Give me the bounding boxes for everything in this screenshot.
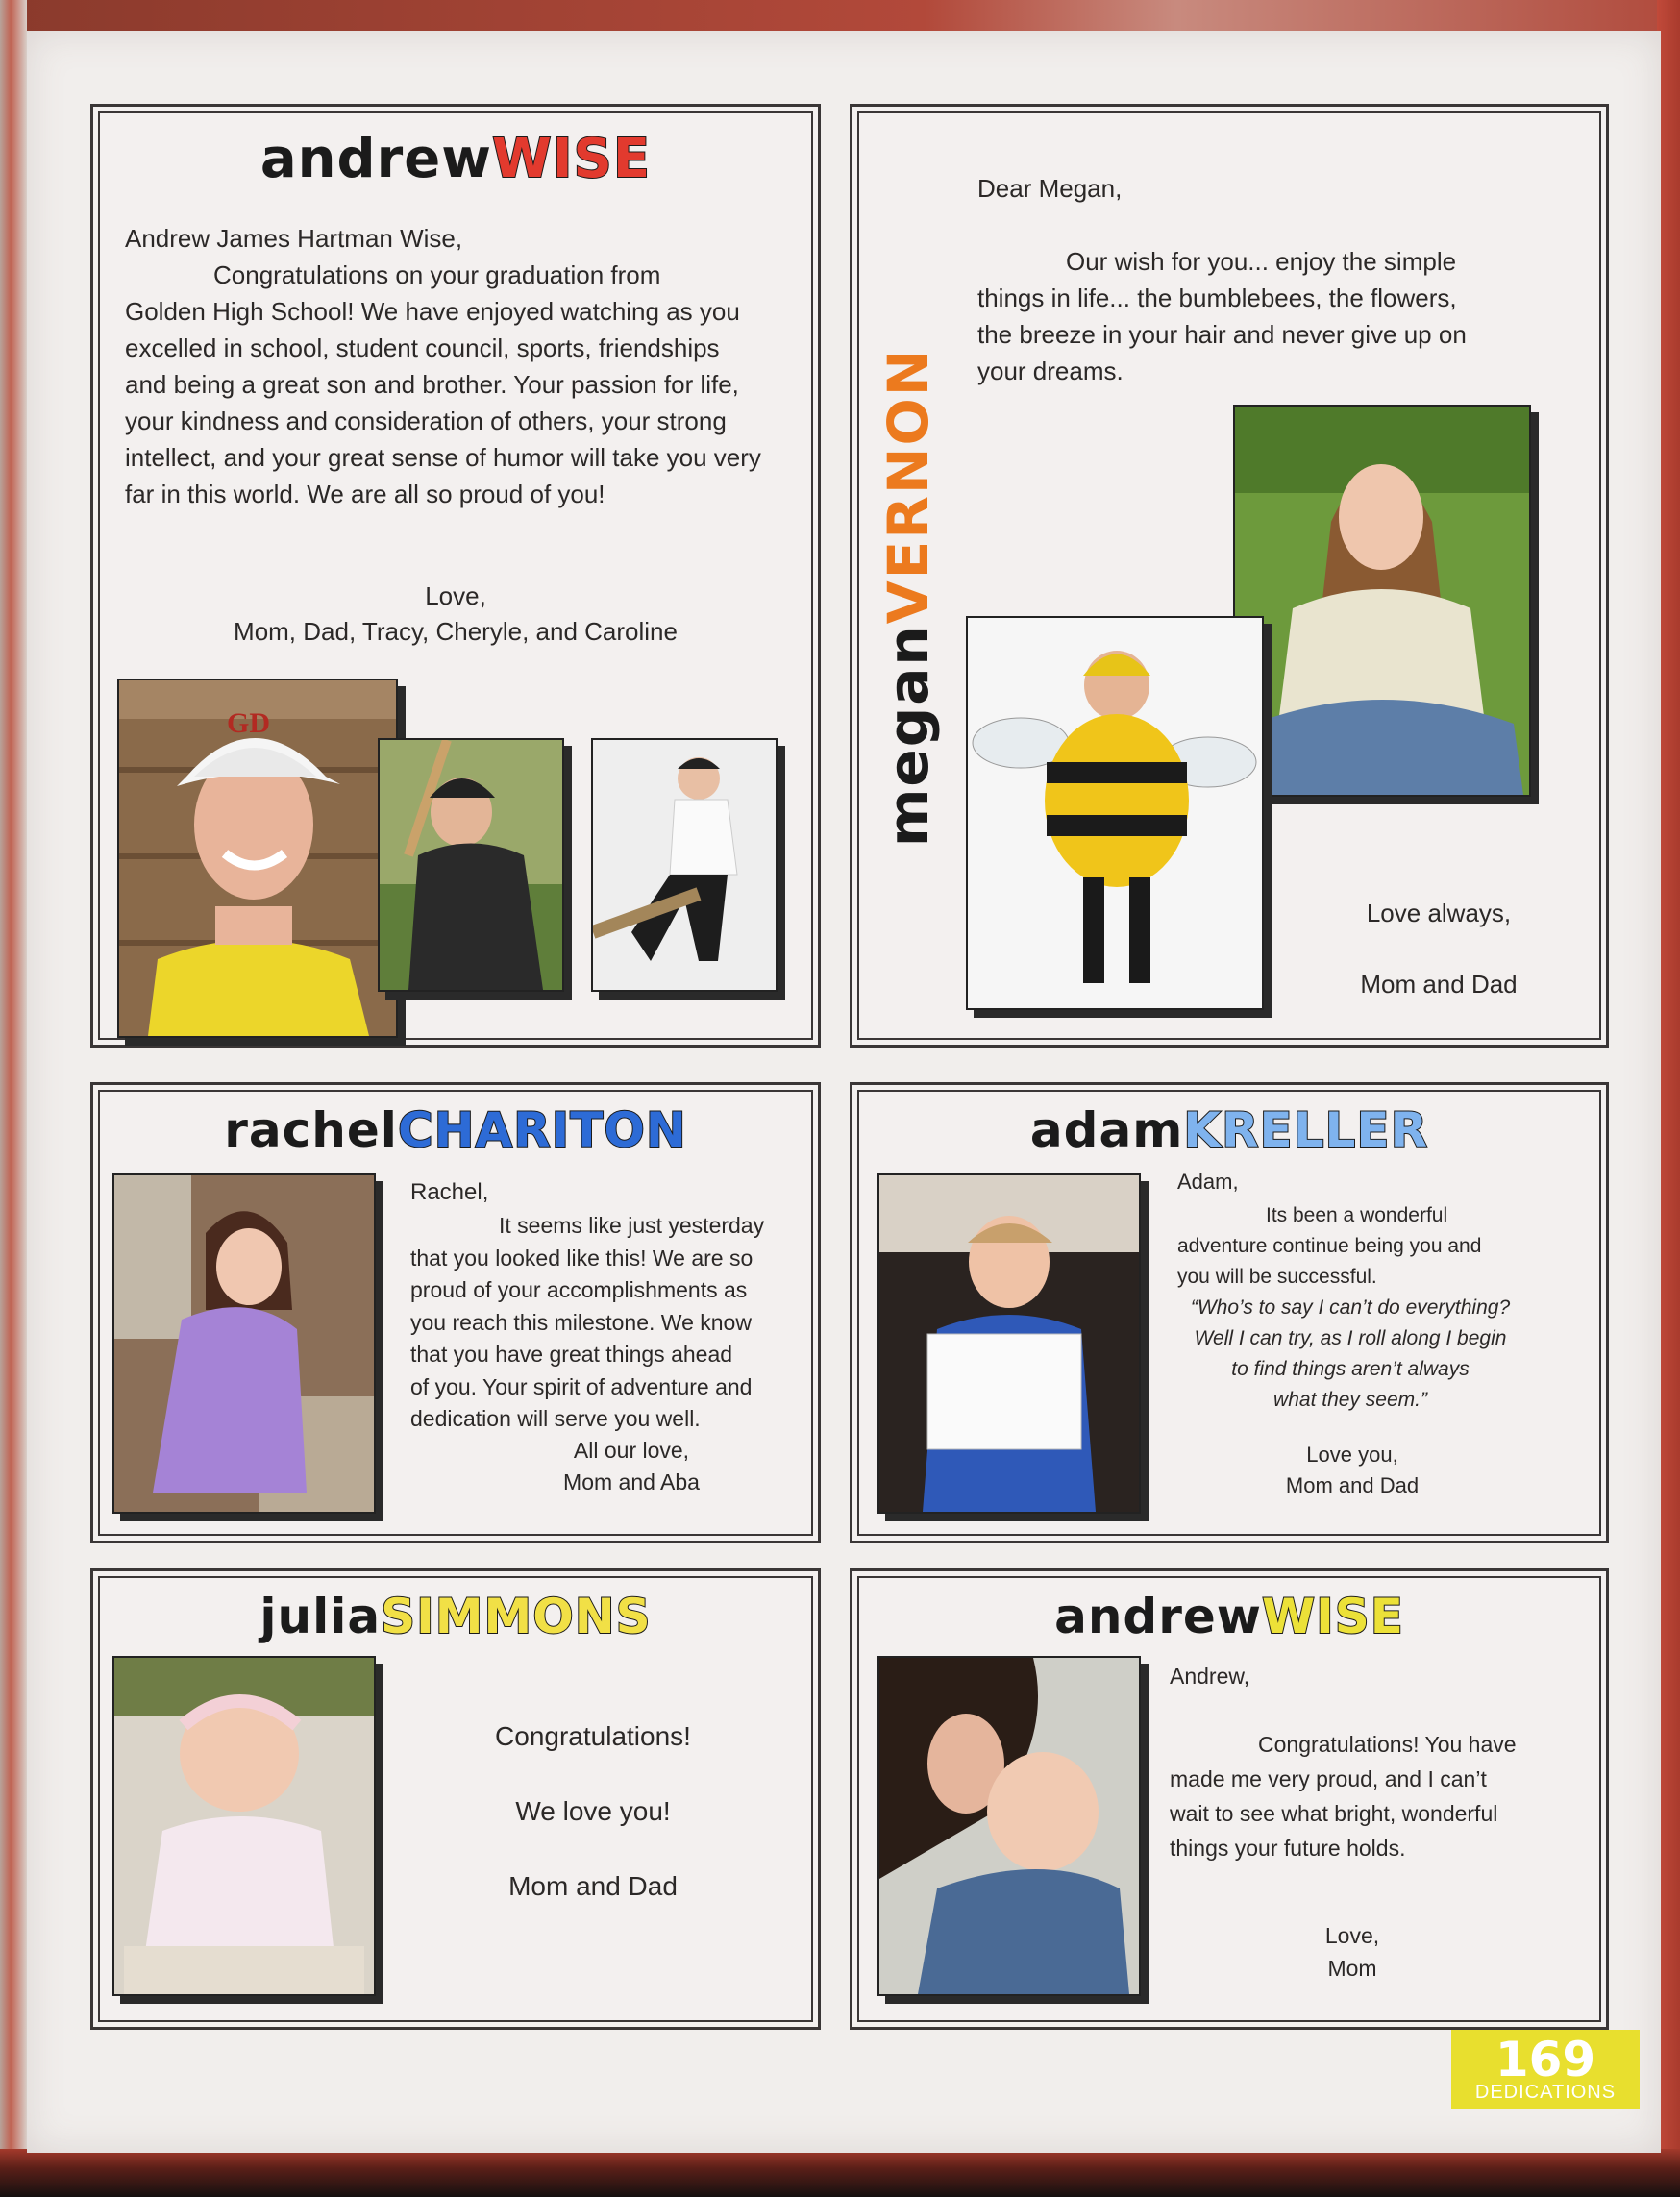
message-line: wait to see what bright, wonderful (1170, 1801, 1498, 1826)
last-name: SIMMONS (381, 1589, 652, 1644)
message-line: proud of your accomplishments as (410, 1277, 748, 1302)
quote-line: “Who’s to say I can’t do everything? (1190, 1296, 1511, 1319)
message-line: intellect, and your great sense of humor will take you very (125, 443, 761, 472)
dedication-message (410, 1210, 795, 1436)
dedication-message (410, 1721, 776, 1902)
closing: Love always, (1366, 899, 1512, 927)
message-line: dedication will serve you well. (410, 1406, 701, 1431)
page-number-tab (1451, 2030, 1640, 2109)
senior-photo (1233, 405, 1531, 797)
signature: Mom and Dad (1360, 970, 1518, 999)
senior-photo (117, 679, 398, 1038)
message-line: you reach this milestone. We know (410, 1309, 752, 1335)
message-line: and being a great son and brother. Your passion for life, (125, 370, 739, 399)
dedication-adam-kreller (850, 1082, 1609, 1543)
message-line: adventure continue being you and (1177, 1235, 1482, 1257)
message-line: Congratulations! (495, 1721, 691, 1751)
dedication-message (977, 243, 1554, 389)
message-line: that you have great things ahead (410, 1342, 733, 1367)
quote-line: what they seem.” (1273, 1389, 1427, 1411)
baseball-photo (378, 738, 564, 992)
message-line: Congratulations! You have (1258, 1732, 1517, 1757)
signature: Mom and Dad (1285, 1473, 1420, 1497)
message-line: Mom and Dad (508, 1871, 678, 1901)
message-line: made me very proud, and I can’t (1170, 1766, 1487, 1791)
closing: Love you, (1306, 1443, 1398, 1467)
message-line: Andrew James Hartman Wise, (125, 224, 463, 253)
dedication-title (93, 128, 818, 190)
closing: Love, (1324, 1923, 1380, 1948)
last-name: WISE (1261, 1589, 1404, 1644)
dedication-message (1170, 1727, 1554, 1865)
last-name: KRELLER (1183, 1102, 1429, 1158)
dedication-message (1177, 1200, 1543, 1293)
closing: All our love, (573, 1438, 690, 1463)
signature: Mom and Aba (563, 1469, 700, 1494)
last-name: CHARITON (397, 1102, 687, 1158)
dedication-rachel-chariton (90, 1082, 821, 1543)
dedication-megan-vernon (850, 104, 1609, 1048)
section-label: DEDICATIONS (1474, 2082, 1617, 2103)
message-line: things your future holds. (1170, 1836, 1406, 1861)
book-binding-bottom (0, 2149, 1680, 2197)
message-line: Our wish for you... enjoy the simple (1066, 247, 1457, 276)
message-line: you will be successful. (1177, 1266, 1377, 1288)
greeting: Rachel, (410, 1179, 489, 1205)
first-name: adam (1029, 1102, 1184, 1158)
cap-logo: GD (227, 707, 270, 739)
first-name: julia (259, 1589, 382, 1644)
childhood-photo (112, 1173, 376, 1514)
greeting: Andrew, (1170, 1664, 1250, 1689)
message-line: Golden High School! We have enjoyed watching as you (125, 297, 740, 326)
greeting: Adam, (1177, 1170, 1239, 1194)
signature: Mom (1327, 1956, 1377, 1981)
message-line: your kindness and consideration of others, your strong (125, 407, 727, 435)
message-line: things in life... the bumblebees, the flowers, (977, 284, 1457, 312)
dedication-andrew-wise-2 (850, 1568, 1609, 2030)
first-name: megan (876, 624, 941, 847)
message-line: your dreams. (977, 357, 1124, 385)
message-line: Its been a wonderful (1266, 1204, 1448, 1226)
yearbook-page (27, 31, 1661, 2153)
quote (1177, 1293, 1523, 1416)
last-name: VERNON (876, 347, 941, 625)
message-line: the breeze in your hair and never give up on (977, 320, 1467, 349)
first-name: andrew (259, 128, 492, 190)
message-line: We love you! (515, 1796, 671, 1826)
page-number: 169 (1495, 2032, 1596, 2087)
dedication-title (852, 1589, 1606, 1644)
closing: Love, (425, 581, 486, 610)
dedication-andrew-wise (90, 104, 821, 1048)
dedication-title-vertical (876, 348, 941, 847)
bumblebee-photo (966, 616, 1264, 1010)
last-name: WISE (491, 128, 652, 190)
mother-baby-photo (877, 1656, 1141, 1996)
message-line: Congratulations on your graduation from (213, 260, 661, 289)
dedication-title (93, 1102, 818, 1158)
quote-line: to find things aren’t always (1231, 1358, 1470, 1380)
greeting: Dear Megan, (977, 174, 1123, 203)
dedication-title (852, 1102, 1606, 1158)
dedication-title (93, 1589, 818, 1644)
quote-line: Well I can try, as I roll along I begin (1194, 1327, 1507, 1349)
first-name: andrew (1054, 1589, 1262, 1644)
message-line: of you. Your spirit of adventure and (410, 1373, 753, 1399)
message-line: excelled in school, student council, sports, friendships (125, 333, 720, 362)
message-line: that you looked like this! We are so (410, 1245, 754, 1271)
baby-photo (112, 1656, 376, 1996)
dedication-message (125, 220, 798, 512)
message-line: It seems like just yesterday (499, 1213, 765, 1238)
dedication-julia-simmons (90, 1568, 821, 2030)
book-binding-left (0, 0, 27, 2197)
kindergarten-photo (877, 1173, 1141, 1514)
toddler-photo (591, 738, 778, 992)
signature: Mom, Dad, Tracy, Cheryle, and Caroline (234, 617, 678, 646)
book-binding-top (0, 0, 1680, 33)
message-line: far in this world. We are all so proud of you! (125, 480, 605, 508)
first-name: rachel (224, 1102, 398, 1158)
